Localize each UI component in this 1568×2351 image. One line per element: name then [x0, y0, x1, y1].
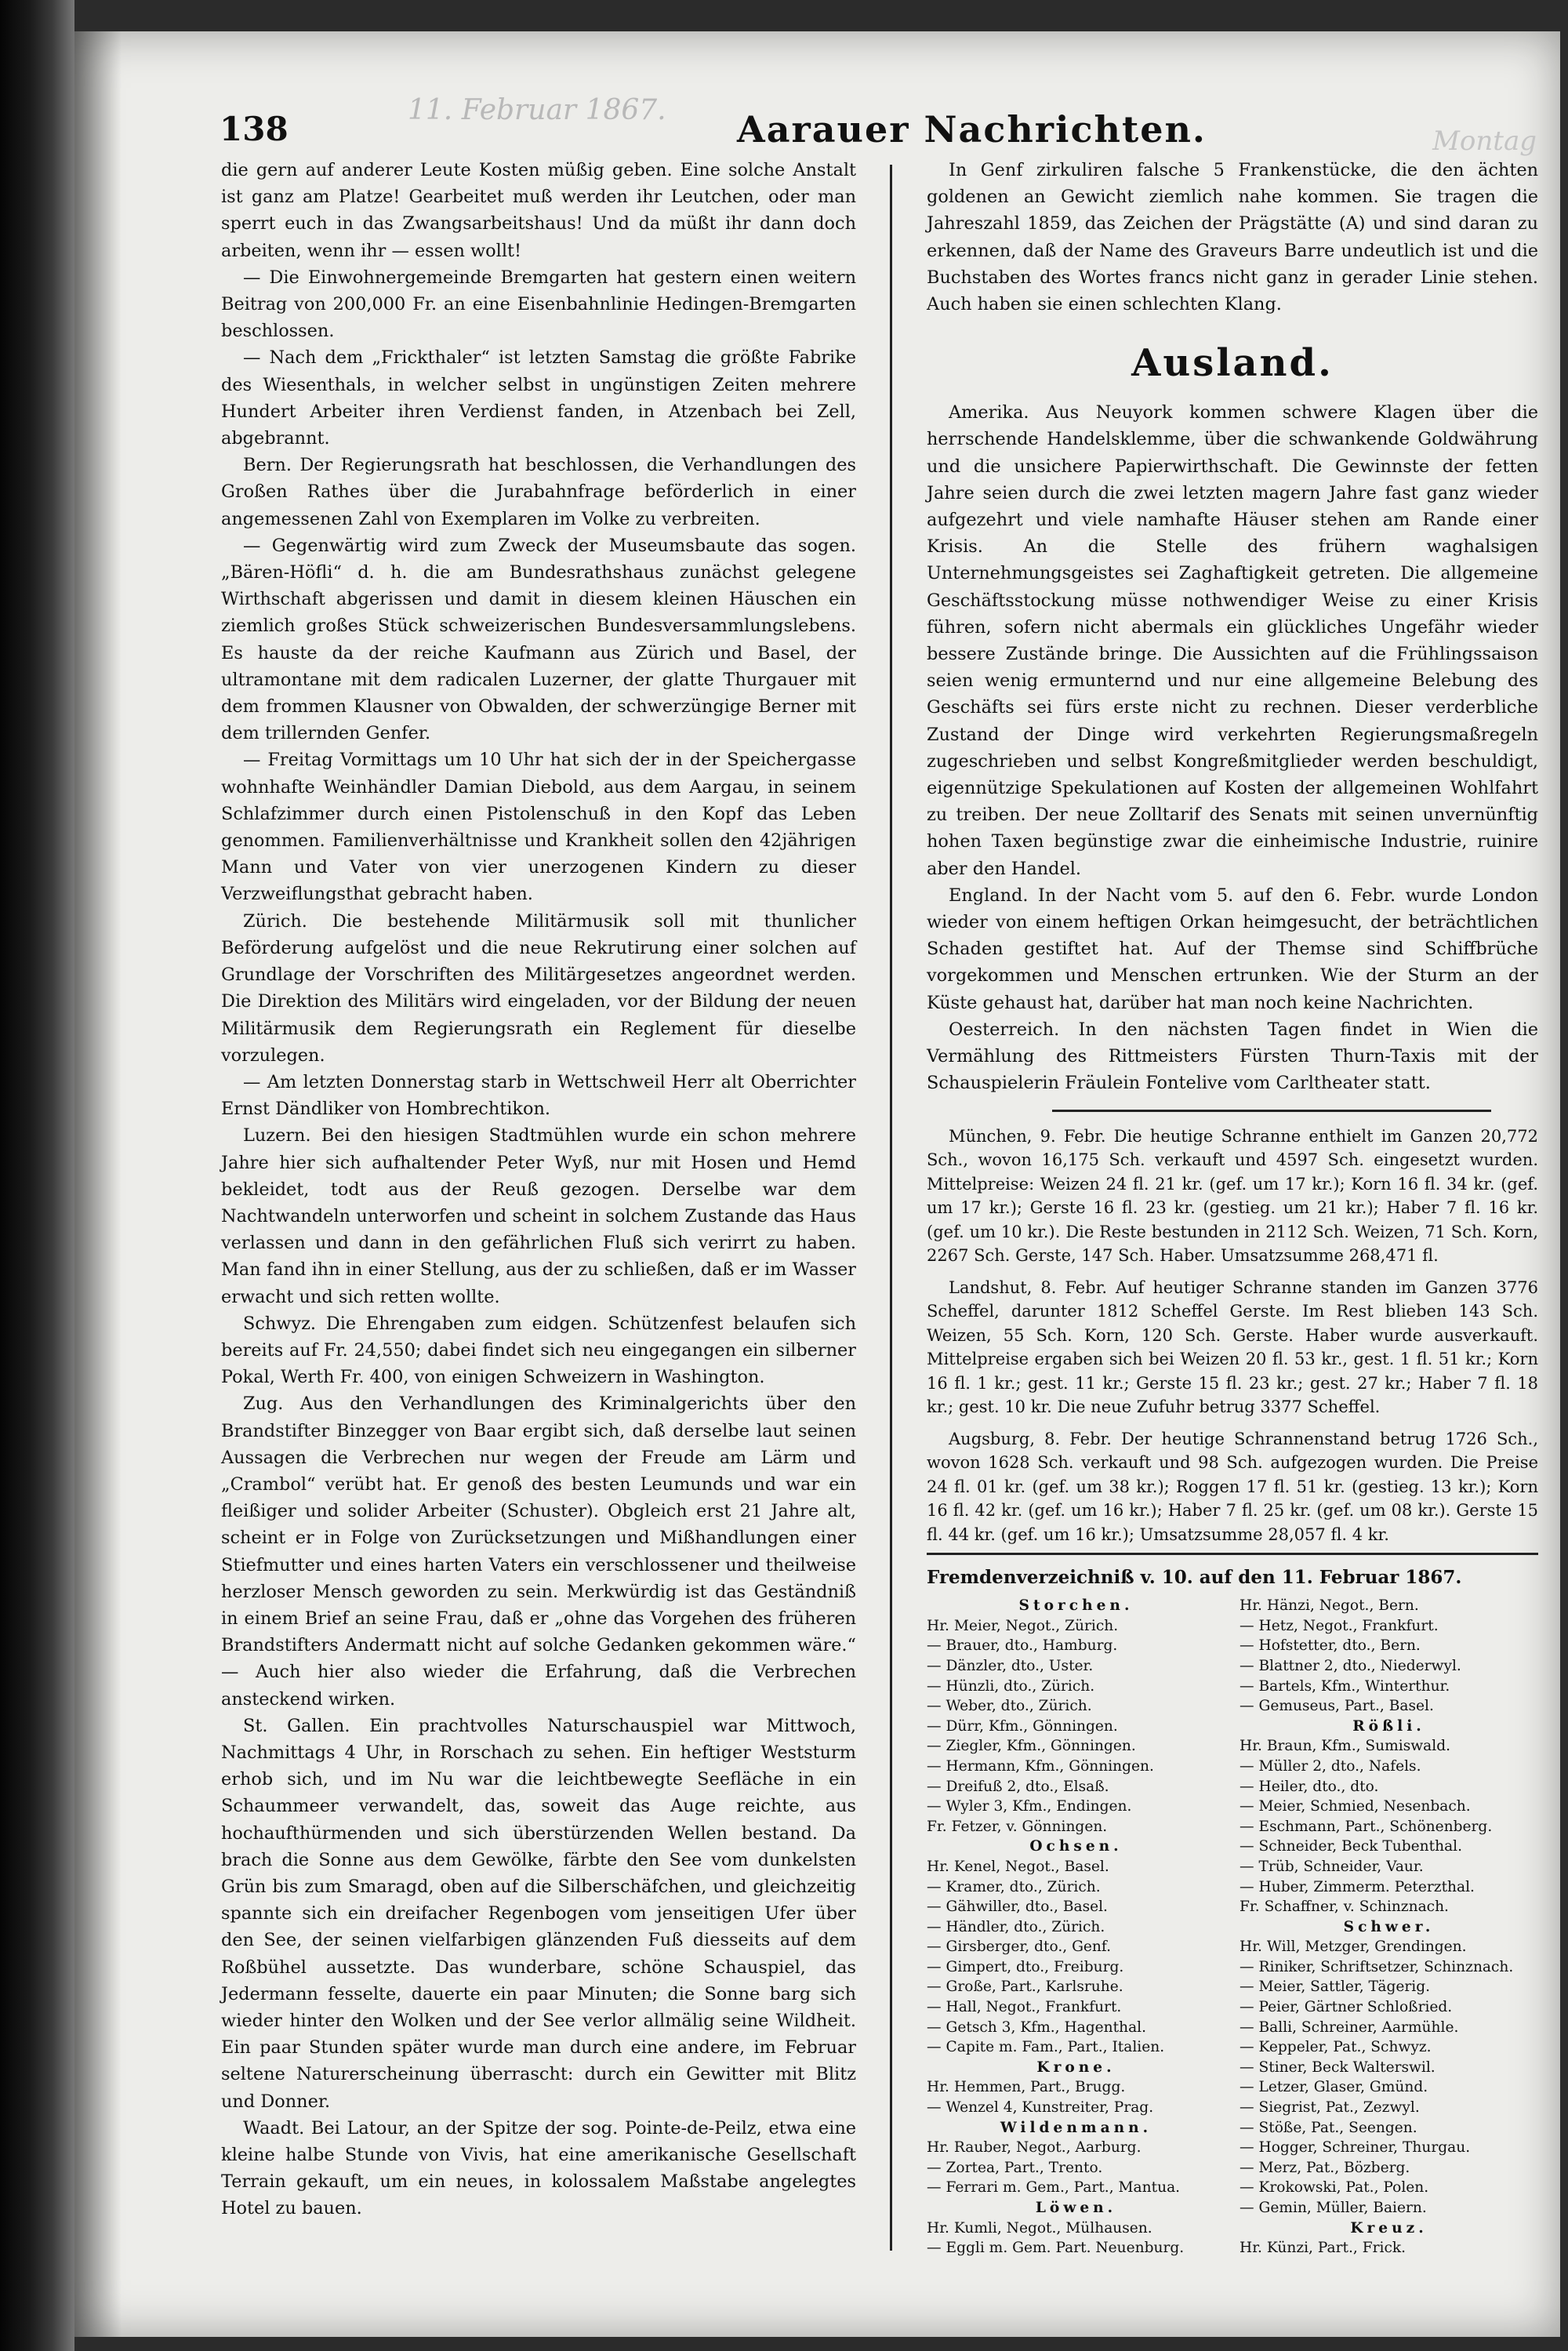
guest-entry: — Große, Part., Karlsruhe.	[927, 1979, 1123, 1996]
guest-entry: Hr. Kumli, Negot., Mülhausen.	[927, 2219, 1152, 2237]
guest-entry: — Balli, Schreiner, Aarmühle.	[1240, 2019, 1459, 2036]
newspaper-title: Aarauer Nachrichten.	[737, 108, 1207, 151]
article-paragraph: Waadt. Bei Latour, an der Spitze der sog. Pointe-de-Peilz, etwa eine kleine halbe Stunde von Vivis, hat eine amerikanische Gesellschaft Terrain gekauft, um ein neues, in kolossalem Maßstabe angelegtes Hotel zu bauen.	[221, 2117, 856, 2219]
article-paragraph: — Am letzten Donnerstag starb in Wettschweil Herr alt Oberrichter Ernst Dändliker von Hombrechtikon.	[221, 1071, 856, 1120]
guest-entry: — Blattner 2, dto., Niederwyl.	[1240, 1657, 1461, 1674]
article-paragraph: Zürich. Die bestehende Militärmusik soll mit thunlicher Beförderung aufgelöst und die neue Rekrutirung einer solchen auf Grundlage der Vorschriften des Militärgesetzes angeordnet werden. Die Direktion des Militärs wird eingeladen, vor der Bildung der neuen Militärmusik dem Regierungsrath ein Reglement für dieselbe vorzulegen.	[221, 910, 856, 1066]
market-report: München, 9. Febr. Die heutige Schranne enthielt im Ganzen 20,772 Sch., wovon 16,175 Sch. verkauft und 4597 Sch. eingesetzt wurden. Mittelpreise: Weizen 24 fl. 21 kr. (gef. um 17 kr.); Korn 16 fl. 34 kr. (gef. um 17 kr.); Gerste 16 fl. 23 kr. (gestieg. um 21 kr.); Haber 7 fl. 16 kr. (gef. um 10 kr.). Die Reste bestunden in 2112 Sch. Weizen, 71 Sch. Korn, 2267 Sch. Gerste, 147 Sch. Haber. Umsatzsumme 268,471 fl.	[927, 1126, 1538, 1265]
guest-entry: — Eggli m. Gem. Part. Neuenburg.	[927, 2240, 1185, 2257]
article-paragraph: Zug. Aus den Verhandlungen des Kriminalgerichts über den Brandstifter Binzegger von Baar ergibt sich, daß derselbe laut seinen Aussagen die Verbrechen nur wegen der Freude am Lärm und „Crambol“ verübt hat. Er genoß des besten Leumunds und war ein fleißiger und solider Arbeiter (Schuster). Obgleich erst 21 Jahre alt, scheint er in Folge von Zurücksetzungen und Mißhandlungen einer Stiefmutter und eines harten Vaters ein verschlossener und theilweise herzloser Mensch geworden zu sein. Merkwürdig ist das Geständniß in einem Brief an seine Frau, daß er „ohne das Vorgehen des früheren Brandstifters Andermatt nicht auf solche Gedanken gekommen wäre.“ — Auch hier also wieder die Erfahrung, daß die Verbrechen ansteckend wirken.	[221, 1394, 856, 1710]
guest-entry: — Meier, Schmied, Nesenbach.	[1240, 1798, 1471, 1815]
guest-entry: Hr. Hänzi, Negot., Bern.	[1240, 1597, 1419, 1615]
article-paragraph: Luzern. Bei den hiesigen Stadtmühlen wurde ein schon mehrere Jahre hier sich aufhaltender Peter Wyß, nur mit Hosen und Hemd bekleidet, todt aus der Reuß gezogen. Derselbe war dem Nachtwandeln unterworfen und scheint in solchem Zustande das Haus verlassen und dann in den gefährlichen Fluß sich verirrt zu haben. Man fand ihn in einer Stellung, aus der zu schließen, daß er im Wasser erwacht und sich retten wollte.	[221, 1125, 856, 1307]
guest-entry: — Siegrist, Pat., Zezwyl.	[1240, 2099, 1420, 2117]
guest-entry: — Ferrari m. Gem., Part., Mantua.	[927, 2179, 1181, 2197]
article-paragraph: — Gegenwärtig wird zum Zweck der Museumsbaute das sogen. „Bären-Höfli“ d. h. die am Bundesrathshaus zunächst gelegene Wirthschaft abgerissen und damit in diesem kleinen Häuschen ein ziemlich großes Stück schweizerischen Bundesversammlungslebens. Es hauste da der reiche Kaufmann aus Zürich und Basel, der ultramontane mit dem radicalen Luzerner, der glatte Thurgauer mit dem frommen Klausner von Obwalden, der schwerzüngige Berner mit dem trillernden Genfer.	[221, 535, 856, 744]
guest-entry: — Händler, dto., Zürich.	[927, 1918, 1105, 1935]
inn-name: Storchen.	[1018, 1597, 1134, 1615]
guest-entry: — Krokowski, Pat., Polen.	[1240, 2179, 1429, 2197]
book-gutter	[0, 0, 74, 2351]
guest-entry: — Capite m. Fam., Part., Italien.	[927, 2039, 1165, 2056]
guest-entry: — Trüb, Schneider, Vaur.	[1240, 1858, 1424, 1875]
guest-entry: — Stöße, Pat., Seengen.	[1240, 2119, 1417, 2136]
guest-entry: — Zortea, Part., Trento.	[927, 2159, 1103, 2176]
column-divider	[890, 165, 892, 2251]
guest-entry: — Getsch 3, Kfm., Hagenthal.	[927, 2019, 1147, 2036]
guest-entry: Hr. Rauber, Negot., Aarburg.	[927, 2139, 1142, 2157]
inn-name: Löwen.	[1035, 2200, 1117, 2217]
inn-name: Kreuz.	[1350, 2219, 1428, 2237]
guest-list	[927, 1596, 1538, 2258]
guest-entry: — Eschmann, Part., Schönenberg.	[1240, 1818, 1493, 1835]
right-column	[927, 157, 1538, 2258]
guest-entry: — Letzer, Glaser, Gmünd.	[1240, 2079, 1428, 2096]
article-paragraph: St. Gallen. Ein prachtvolles Naturschauspiel war Mittwoch, Nachmittags 4 Uhr, in Rorschach zu sehen. Ein heftiger Weststurm erhob sich, und im Nu war die leichtbewegte Seefläche in ein Schaummeer verwandelt, das, soweit das Auge reichte, aus hochaufthürmenden und sich überstürzenden Wellen bestand. Da brach die Sonne aus dem Gewölke, färbte den See vom dunkelsten Grün bis zum Smaragd, oben auf die Silberschäfchen, und gleichzeitig spannte sich ein dreifacher Regenbogen vom jenseitigen Ufer über den See, der seinen vielfarbigen glänzenden Fuß diesseits auf dem Roßbühel aussetzte. Das wunderbare, schöne Schauspiel, das Jedermann fesselte, dauerte ein paar Minuten; die Sonne barg sich wieder hinter den Wolken und der See verlor allmälig seine Wildheit. Ein paar Stunden später wurde man durch eine andere, im Februar seltene Naturerscheinung überrascht: durch ein Gewitter mit Blitz und Donner.	[221, 1715, 856, 2112]
guest-entry: — Wenzel 4, Kunstreiter, Prag.	[927, 2099, 1154, 2117]
guest-entry: — Ziegler, Kfm., Gönningen.	[927, 1738, 1136, 1755]
left-column	[221, 157, 856, 2222]
article-paragraph: — Freitag Vormittags um 10 Uhr hat sich der in der Speichergasse wohnhafte Weinhändler Damian Diebold, aus dem Aargau, in seinem Schlafzimmer durch einen Pistolenschuß in den Kopf das Leben genommen. Familienverhältnisse und Krankheit sollen den 42jährigen Mann und Vater von vier unerzogenen Kindern zu dieser Verzweiflungsthat gebracht haben.	[221, 750, 856, 905]
article-paragraph: Schwyz. Die Ehrengaben zum eidgen. Schützenfest belaufen sich bereits auf Fr. 24,550; dabei findet sich neu eingegangen ein silberner Pokal, Werth Fr. 400, von einigen Schweizern in Washington.	[221, 1313, 856, 1388]
section-heading-ausland: Ausland.	[1131, 341, 1334, 386]
guest-entry: — Hetz, Negot., Frankfurt.	[1240, 1617, 1439, 1634]
faded-date-stamp: 11. Februar 1867.	[408, 94, 666, 126]
guest-entry: Hr. Kenel, Negot., Basel.	[927, 1858, 1109, 1875]
guest-entry: — Riniker, Schriftsetzer, Schinznach.	[1240, 1958, 1514, 1975]
article-paragraph: In Genf zirkuliren falsche 5 Frankenstücke, die den ächten goldenen an Gewicht ziemlich nahe kommen. Sie tragen die Jahreszahl 1859, das Zeichen der Prägstätte (A) und sind daran zu erkennen, daß der Name des Graveurs Barre undeutlich ist und die Buchstaben des Wortes francs nicht ganz in gerader Linie stehen. Auch haben sie einen schlechten Klang.	[927, 160, 1538, 315]
article-paragraph: die gern auf anderer Leute Kosten müßig geben. Eine solche Anstalt ist ganz am Platze! Gearbeitet muß werden ihr Leutchen, oder man sperrt euch in das Zwangsarbeitshaus! Und da müßt ihr dann doch arbeiten, wenn ihr — essen wollt!	[221, 160, 856, 261]
guest-entry: — Merz, Pat., Bözberg.	[1240, 2159, 1410, 2176]
guest-entry: — Hermann, Kfm., Gönningen.	[927, 1757, 1154, 1775]
guest-entry: — Hofstetter, dto., Bern.	[1240, 1637, 1421, 1655]
guest-entry: — Wyler 3, Kfm., Endingen.	[927, 1798, 1132, 1815]
guest-entry: Hr. Künzi, Part., Frick.	[1240, 2240, 1406, 2257]
guest-entry: Hr. Braun, Kfm., Sumiswald.	[1240, 1738, 1451, 1755]
guest-entry: — Peier, Gärtner Schloßried.	[1240, 1999, 1453, 2016]
binding-shadow	[74, 31, 122, 2337]
section-rule	[1052, 1110, 1491, 1112]
guest-entry: — Müller 2, dto., Nafels.	[1240, 1757, 1421, 1775]
guest-entry: — Huber, Zimmerm. Peterzthal.	[1240, 1878, 1475, 1895]
guest-entry: — Keppeler, Pat., Schwyz.	[1240, 2039, 1432, 2056]
guest-list-heading: Fremdenverzeichniß v. 10. auf den 11. Februar 1867.	[927, 1553, 1538, 1591]
article-paragraph: Amerika. Aus Neuyork kommen schwere Klagen über die herrschende Handelsklemme, über die schwankende Goldwährung und die unsichere Papierwirthschaft. Die Gewinnste der fetten Jahre seien durch die zwei letzten magern Jahre fast ganz wieder aufgezehrt und viele namhafte Häuser stehen am Rande einer Krisis. An die Stelle des frühern waghalsigen Unternehmungsgeistes sei Zaghaftigkeit getreten. Die allgemeine Geschäftsstockung müsse nothwendiger Weise zu einer Krisis führen, sofern nicht abermals ein glückliches Ungefähr wieder bessere Zustände bringe. Die Aussichten auf die Frühlingssaison seien wenig ermunternd und nur eine allgemeine Belebung des Geschäfts sei fürs erste nicht zu rechnen. Dieser verderbliche Zustand der Dinge wird verkehrten Regierungsmaßregeln zugeschrieben und selbst Kongreßmitglieder werden beschuldigt, eigennützige Spekulationen auf Kosten der allgemeinen Wohlfahrt zu treiben. Der neue Zolltarif des Senats mit seinen unvernünftig hohen Taxen begünstige zwar die einheimische Industrie, ruinire aber den Handel.	[927, 402, 1538, 879]
guest-entry: Fr. Fetzer, v. Gönningen.	[927, 1818, 1108, 1835]
guest-entry: Hr. Meier, Negot., Zürich.	[927, 1617, 1119, 1634]
market-report: Landshut, 8. Febr. Auf heutiger Schranne standen im Ganzen 3776 Scheffel, darunter 1812 Scheffel Gerste. Im Rest blieben 143 Sch. Weizen, 55 Sch. Korn, 120 Sch. Gerste. Haber wurde ausverkauft. Mittelpreise ergaben sich bei Weizen 20 fl. 53 kr., gest. 1 fl. 51 kr.; Korn 16 fl. 1 kr.; gest. 11 kr.; Gerste 15 fl. 23 kr.; gest. 27 kr.; Haber 7 fl. 18 kr.; gest. 10 kr. Die neue Zufuhr betrug 3377 Scheffel.	[927, 1277, 1538, 1416]
guest-list-column	[927, 1596, 1225, 2258]
guest-entry: Fr. Schaffner, v. Schinznach.	[1240, 1899, 1449, 1916]
inn-name: Rößli.	[1352, 1717, 1425, 1735]
guest-entry: — Heiler, dto., dto.	[1240, 1778, 1379, 1795]
guest-entry: Hr. Hemmen, Part., Brugg.	[927, 2079, 1126, 2096]
guest-entry: — Weber, dto., Zürich.	[927, 1698, 1092, 1715]
guest-entry: — Brauer, dto., Hamburg.	[927, 1637, 1118, 1655]
article-paragraph: Oesterreich. In den nächsten Tagen findet in Wien die Vermählung des Rittmeisters Fürsten Thurn-Taxis mit der Schauspielerin Fräulein Fontelive vom Carltheater statt.	[927, 1019, 1538, 1094]
guest-entry: — Stiner, Beck Walterswil.	[1240, 2058, 1436, 2076]
guest-entry: — Schneider, Beck Tubenthal.	[1240, 1838, 1463, 1855]
article-paragraph: — Die Einwohnergemeinde Bremgarten hat gestern einen weitern Beitrag von 200,000 Fr. an eine Eisenbahnlinie Hedingen-Bremgarten beschlossen.	[221, 267, 856, 342]
guest-list-column	[1240, 1596, 1538, 2258]
page-number: 138	[220, 110, 289, 148]
guest-entry: — Hogger, Schreiner, Thurgau.	[1240, 2139, 1471, 2157]
article-paragraph: — Nach dem „Frickthaler“ ist letzten Samstag die größte Fabrike des Wiesenthals, in welcher selbst in ungünstigen Zeiten mehrere Hundert Arbeiter ihren Verdienst fanden, in Atzenbach bei Zell, abgebrannt.	[221, 347, 856, 449]
guest-entry: — Hall, Negot., Frankfurt.	[927, 1999, 1122, 2016]
guest-entry: — Hünzli, dto., Zürich.	[927, 1677, 1095, 1695]
faded-header-right: Montag	[1432, 125, 1537, 157]
guest-entry: — Gähwiller, dto., Basel.	[927, 1899, 1108, 1916]
guest-entry: — Dänzler, dto., Uster.	[927, 1657, 1094, 1674]
guest-entry: — Dürr, Kfm., Gönningen.	[927, 1717, 1118, 1735]
guest-entry: — Gemuseus, Part., Basel.	[1240, 1698, 1434, 1715]
guest-entry: — Gemin, Müller, Baiern.	[1240, 2200, 1427, 2217]
page-header	[220, 94, 1537, 157]
market-report: Augsburg, 8. Febr. Der heutige Schrannenstand betrug 1726 Sch., wovon 1628 Sch. verkauft und 98 Sch. aufgezogen wurden. Die Preise 24 fl. 01 kr. (gef. um 38 kr.); Roggen 17 fl. 51 kr. (gestieg. 13 kr.); Korn 16 fl. 42 kr. (gef. um 16 kr.); Haber 7 fl. 25 kr. (gef. um 08 kr.). Gerste 15 fl. 44 kr. (gef. um 16 kr.); Umsatzsumme 28,057 fl. 4 kr.	[927, 1429, 1538, 1544]
guest-entry: — Gimpert, dto., Freiburg.	[927, 1958, 1124, 1975]
article-paragraph: England. In der Nacht vom 5. auf den 6. Febr. wurde London wieder von einem heftigen Orkan heimgesucht, der beträchtlichen Schaden gestiftet hat. Auf der Themse sind Schiffbrüche vorgekommen und Menschen ertrunken. Wie der Sturm an der Küste gehaust hat, darüber hat man noch keine Nachrichten.	[927, 885, 1538, 1013]
guest-entry: — Meier, Sattler, Tägerig.	[1240, 1979, 1431, 1996]
inn-name: Ochsen.	[1029, 1838, 1123, 1855]
guest-entry: — Kramer, dto., Zürich.	[927, 1878, 1101, 1895]
guest-entry: — Dreifuß 2, dto., Elsaß.	[927, 1778, 1109, 1795]
guest-entry: Hr. Will, Metzger, Grendingen.	[1240, 1939, 1467, 1956]
guest-entry: — Girsberger, dto., Genf.	[927, 1939, 1112, 1956]
inn-name: Krone.	[1036, 2058, 1116, 2076]
inn-name: Schwer.	[1343, 1918, 1435, 1935]
inn-name: Wildenmann.	[1000, 2119, 1152, 2136]
guest-entry: — Bartels, Kfm., Winterthur.	[1240, 1677, 1450, 1695]
article-paragraph: Bern. Der Regierungsrath hat beschlossen, die Verhandlungen des Großen Rathes über die Jurabahnfrage beförderlich in einer angemessenen Zahl von Exemplaren im Volke zu verbreiten.	[221, 455, 856, 529]
